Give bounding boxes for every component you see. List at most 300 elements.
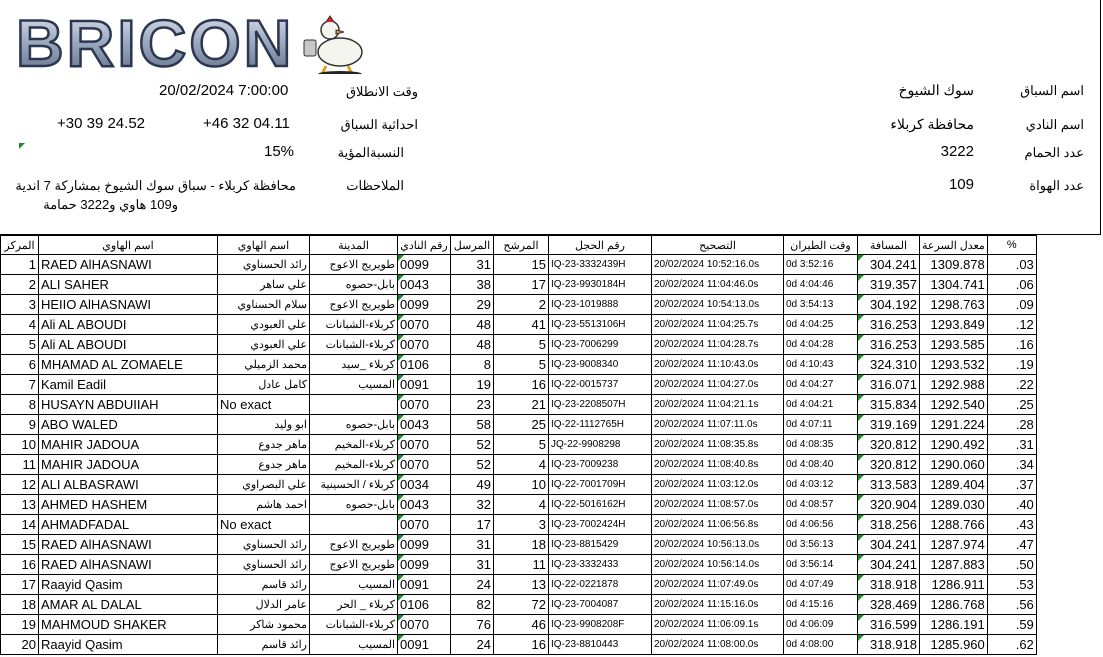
cell-ring: IQ-23-7004087 bbox=[549, 595, 652, 615]
cell-time: 20/02/2024 11:08:00.0s bbox=[652, 635, 784, 655]
cell-rank: 7 bbox=[1, 375, 39, 395]
coord-lon: +46 32 04.11 bbox=[203, 115, 290, 132]
cell-sent: 19 bbox=[451, 375, 494, 395]
cell-rank: 12 bbox=[1, 475, 39, 495]
table-row bbox=[1, 495, 1037, 515]
club-name-label: اسم النادي bbox=[1025, 117, 1084, 132]
cell-name-en: AHMED HASHEM bbox=[39, 495, 218, 515]
cell-ring: IQ-23-1019888 bbox=[549, 295, 652, 315]
cell-rank: 17 bbox=[1, 575, 39, 595]
cell-name-ar: رائد الحسناوي bbox=[218, 535, 310, 555]
race-name-label: اسم السباق bbox=[1020, 83, 1084, 98]
cell-time: 20/02/2024 11:07:11.0s bbox=[652, 415, 784, 435]
cell-time: 20/02/2024 11:04:21.1s bbox=[652, 395, 784, 415]
percent-label: النسبةالمؤية bbox=[337, 145, 404, 160]
cell-city: بابل-حصوه bbox=[310, 495, 398, 515]
cell-ring: IQ-23-7009238 bbox=[549, 455, 652, 475]
coords-label: احداثية السباق bbox=[340, 117, 418, 132]
cell-name-ar: علي ساهر bbox=[218, 275, 310, 295]
cell-speed: 1286.191 bbox=[920, 615, 988, 635]
cell-sent: 52 bbox=[451, 435, 494, 455]
table-row bbox=[1, 435, 1037, 455]
cell-distance: 316.253 bbox=[858, 315, 920, 335]
cell-distance: 318.918 bbox=[858, 635, 920, 655]
column-header: المدينة bbox=[310, 236, 398, 255]
cell-nominated: 11 bbox=[494, 555, 549, 575]
cell-distance: 313.583 bbox=[858, 475, 920, 495]
cell-rank: 9 bbox=[1, 415, 39, 435]
cell-name-ar: رائد قاسم bbox=[218, 575, 310, 595]
cell-pct: .09 bbox=[987, 295, 1036, 315]
cell-distance: 316.253 bbox=[858, 335, 920, 355]
logo-text: BRICON bbox=[16, 10, 295, 74]
cell-pct: .43 bbox=[987, 515, 1036, 535]
cell-name-ar: علي العبودي bbox=[218, 315, 310, 335]
cell-nominated: 3 bbox=[494, 515, 549, 535]
cell-name-en: ABO WALED bbox=[39, 415, 218, 435]
cell-club: 0070 bbox=[398, 315, 451, 335]
cell-ring: IQ-23-9008340 bbox=[549, 355, 652, 375]
cell-nominated: 4 bbox=[494, 455, 549, 475]
cell-sent: 52 bbox=[451, 455, 494, 475]
cell-pct: .37 bbox=[987, 475, 1036, 495]
cell-name-en: Raayid Qasim bbox=[39, 575, 218, 595]
cell-name-en: Ali AL ABOUDI bbox=[39, 315, 218, 335]
cell-speed: 1290.060 bbox=[920, 455, 988, 475]
cell-name-ar: رائد الحسناوي bbox=[218, 255, 310, 275]
cell-time: 20/02/2024 11:04:27.0s bbox=[652, 375, 784, 395]
column-header: المركز bbox=[1, 236, 39, 255]
cell-pct: .34 bbox=[987, 455, 1036, 475]
cell-name-en: MAHMOUD SHAKER bbox=[39, 615, 218, 635]
cell-distance: 320.812 bbox=[858, 435, 920, 455]
cell-time: 20/02/2024 10:56:14.0s bbox=[652, 555, 784, 575]
cell-name-ar: سلام الحسناوي bbox=[218, 295, 310, 315]
pigeon-count-value: 3222 bbox=[940, 143, 974, 160]
cell-distance: 320.904 bbox=[858, 495, 920, 515]
cell-flight: 0d 4:04:21 bbox=[784, 395, 858, 415]
cell-pct: .47 bbox=[987, 535, 1036, 555]
table-body bbox=[1, 255, 1037, 655]
cell-sent: 17 bbox=[451, 515, 494, 535]
cell-city: طويريج الاعوج bbox=[310, 295, 398, 315]
cell-nominated: 41 bbox=[494, 315, 549, 335]
cell-distance: 316.599 bbox=[858, 615, 920, 635]
cell-speed: 1289.404 bbox=[920, 475, 988, 495]
cell-city: المسيب bbox=[310, 375, 398, 395]
cell-distance: 304.241 bbox=[858, 255, 920, 275]
fancier-count-label: عدد الهواة bbox=[1029, 178, 1084, 193]
cell-name-en: ALI SAHER bbox=[39, 275, 218, 295]
cell-name-en: AHMADFADAL bbox=[39, 515, 218, 535]
cell-flight: 0d 4:08:40 bbox=[784, 455, 858, 475]
cell-nominated: 5 bbox=[494, 435, 549, 455]
notes-label: الملاحظات bbox=[346, 178, 404, 193]
cell-time: 20/02/2024 11:08:35.8s bbox=[652, 435, 784, 455]
cell-distance: 304.192 bbox=[858, 295, 920, 315]
cell-speed: 1286.768 bbox=[920, 595, 988, 615]
cell-name-en: MAHIR JADOUA bbox=[39, 435, 218, 455]
cell-name-en: Raayid Qasim bbox=[39, 635, 218, 655]
cell-ring: IQ-23-3332439H bbox=[549, 255, 652, 275]
column-header: رقم الحجل bbox=[549, 236, 652, 255]
cell-name-ar: علي البصراوي bbox=[218, 475, 310, 495]
cell-rank: 13 bbox=[1, 495, 39, 515]
cell-sent: 24 bbox=[451, 635, 494, 655]
cell-nominated: 72 bbox=[494, 595, 549, 615]
cell-club: 0091 bbox=[398, 575, 451, 595]
race-name-value: سوك الشيوخ bbox=[898, 82, 974, 98]
cell-pct: .40 bbox=[987, 495, 1036, 515]
table-row bbox=[1, 595, 1037, 615]
cell-pct: .31 bbox=[987, 435, 1036, 455]
cell-distance: 304.241 bbox=[858, 535, 920, 555]
cell-speed: 1286.911 bbox=[920, 575, 988, 595]
cell-club: 0070 bbox=[398, 455, 451, 475]
cell-city: المسيب bbox=[310, 635, 398, 655]
cell-rank: 19 bbox=[1, 615, 39, 635]
cell-pct: .56 bbox=[987, 595, 1036, 615]
cell-rank: 15 bbox=[1, 535, 39, 555]
table-row bbox=[1, 555, 1037, 575]
cell-nominated: 2 bbox=[494, 295, 549, 315]
cell-club: 0091 bbox=[398, 375, 451, 395]
cell-pct: .28 bbox=[987, 415, 1036, 435]
cell-name-en: ALI ALBASRAWI bbox=[39, 475, 218, 495]
cell-sent: 29 bbox=[451, 295, 494, 315]
table-row bbox=[1, 375, 1037, 395]
column-header: المرسل bbox=[451, 236, 494, 255]
cell-city: كربلاء _ الحر bbox=[310, 595, 398, 615]
column-header: اسم الهاوي bbox=[39, 236, 218, 255]
cell-time: 20/02/2024 11:07:49.0s bbox=[652, 575, 784, 595]
table-header-row bbox=[1, 236, 1037, 255]
start-time-value: 20/02/2024 7:00:00 bbox=[159, 82, 289, 99]
cell-name-ar: احمد هاشم bbox=[218, 495, 310, 515]
cell-nominated: 18 bbox=[494, 535, 549, 555]
cell-sent: 8 bbox=[451, 355, 494, 375]
cell-nominated: 21 bbox=[494, 395, 549, 415]
cell-pct: .59 bbox=[987, 615, 1036, 635]
cell-pct: .12 bbox=[987, 315, 1036, 335]
cell-speed: 1291.224 bbox=[920, 415, 988, 435]
cell-ring: IQ-22-0015737 bbox=[549, 375, 652, 395]
race-header bbox=[0, 0, 1101, 235]
cell-city: كربلاء-المخيم bbox=[310, 455, 398, 475]
cell-speed: 1298.763 bbox=[920, 295, 988, 315]
cell-pct: .25 bbox=[987, 395, 1036, 415]
cell-city: طويريج الاعوج bbox=[310, 555, 398, 575]
cell-name-ar: عامر الدلال bbox=[218, 595, 310, 615]
cell-name-ar: رائد قاسم bbox=[218, 635, 310, 655]
cell-city: بابل-حصوه bbox=[310, 415, 398, 435]
cell-name-en: RAED AlHASNAWI bbox=[39, 255, 218, 275]
table-row bbox=[1, 455, 1037, 475]
cell-name-ar: علي العبودي bbox=[218, 335, 310, 355]
table-row bbox=[1, 635, 1037, 655]
cell-nominated: 5 bbox=[494, 355, 549, 375]
cell-ring: IQ-23-8810443 bbox=[549, 635, 652, 655]
cell-flight: 0d 4:08:35 bbox=[784, 435, 858, 455]
cell-speed: 1287.883 bbox=[920, 555, 988, 575]
cell-pct: .03 bbox=[987, 255, 1036, 275]
cell-name-ar: كامل عادل bbox=[218, 375, 310, 395]
column-header: اسم الهاوي bbox=[218, 236, 310, 255]
cell-flight: 0d 3:54:13 bbox=[784, 295, 858, 315]
cell-rank: 2 bbox=[1, 275, 39, 295]
cell-time: 20/02/2024 11:06:09.1s bbox=[652, 615, 784, 635]
cell-city: كربلاء-المخيم bbox=[310, 435, 398, 455]
cell-nominated: 25 bbox=[494, 415, 549, 435]
table-row bbox=[1, 475, 1037, 495]
cell-flight: 0d 4:04:25 bbox=[784, 315, 858, 335]
cell-speed: 1309.878 bbox=[920, 255, 988, 275]
cell-time: 20/02/2024 11:04:28.7s bbox=[652, 335, 784, 355]
cell-sent: 23 bbox=[451, 395, 494, 415]
cell-sent: 32 bbox=[451, 495, 494, 515]
cell-speed: 1292.540 bbox=[920, 395, 988, 415]
cell-club: 0043 bbox=[398, 415, 451, 435]
cell-ring: IQ-22-7001709H bbox=[549, 475, 652, 495]
pigeon-mascot-icon bbox=[304, 16, 362, 74]
cell-time: 20/02/2024 11:04:25.7s bbox=[652, 315, 784, 335]
cell-pct: .06 bbox=[987, 275, 1036, 295]
cell-pct: .62 bbox=[987, 635, 1036, 655]
table-row bbox=[1, 255, 1037, 275]
cell-club: 0043 bbox=[398, 275, 451, 295]
cell-distance: 319.169 bbox=[858, 415, 920, 435]
cell-speed: 1293.585 bbox=[920, 335, 988, 355]
cell-ring: IQ-23-9930184H bbox=[549, 275, 652, 295]
cell-speed: 1285.960 bbox=[920, 635, 988, 655]
marker-icon bbox=[19, 143, 25, 149]
cell-sent: 38 bbox=[451, 275, 494, 295]
table-row bbox=[1, 575, 1037, 595]
cell-nominated: 5 bbox=[494, 335, 549, 355]
cell-flight: 0d 4:04:28 bbox=[784, 335, 858, 355]
cell-club: 0099 bbox=[398, 255, 451, 275]
cell-time: 20/02/2024 10:56:13.0s bbox=[652, 535, 784, 555]
cell-distance: 318.918 bbox=[858, 575, 920, 595]
cell-ring: IQ-22-1112765H bbox=[549, 415, 652, 435]
table-row bbox=[1, 295, 1037, 315]
cell-city: كربلاء-الشبانات bbox=[310, 615, 398, 635]
cell-nominated: 13 bbox=[494, 575, 549, 595]
cell-nominated: 16 bbox=[494, 375, 549, 395]
cell-name-en: Ali AL ABOUDI bbox=[39, 335, 218, 355]
cell-club: 0070 bbox=[398, 435, 451, 455]
cell-city: المسيب bbox=[310, 575, 398, 595]
table-row bbox=[1, 355, 1037, 375]
cell-distance: 320.812 bbox=[858, 455, 920, 475]
cell-city: كربلاء-الشبانات bbox=[310, 315, 398, 335]
cell-ring: IQ-22-0221878 bbox=[549, 575, 652, 595]
cell-pct: .22 bbox=[987, 375, 1036, 395]
bricon-logo bbox=[14, 10, 374, 74]
cell-rank: 5 bbox=[1, 335, 39, 355]
cell-flight: 0d 4:03:12 bbox=[784, 475, 858, 495]
table-row bbox=[1, 335, 1037, 355]
cell-name-en: Kamil Eadil bbox=[39, 375, 218, 395]
cell-name-en: RAED AlHASNAWI bbox=[39, 555, 218, 575]
cell-time: 20/02/2024 11:06:56.8s bbox=[652, 515, 784, 535]
cell-club: 0070 bbox=[398, 515, 451, 535]
column-header: المسافة bbox=[858, 236, 920, 255]
column-header: وقت الطيران bbox=[784, 236, 858, 255]
cell-name-en: AMAR AL DALAL bbox=[39, 595, 218, 615]
cell-ring: IQ-23-9908208F bbox=[549, 615, 652, 635]
cell-ring: IQ-23-7002424H bbox=[549, 515, 652, 535]
cell-speed: 1304.741 bbox=[920, 275, 988, 295]
cell-rank: 6 bbox=[1, 355, 39, 375]
table-row bbox=[1, 395, 1037, 415]
cell-time: 20/02/2024 11:15:16.0s bbox=[652, 595, 784, 615]
cell-pct: .50 bbox=[987, 555, 1036, 575]
column-header: التصحيح bbox=[652, 236, 784, 255]
cell-flight: 0d 4:06:09 bbox=[784, 615, 858, 635]
column-header: % bbox=[987, 236, 1036, 255]
cell-flight: 0d 4:07:11 bbox=[784, 415, 858, 435]
cell-club: 0099 bbox=[398, 535, 451, 555]
cell-flight: 0d 3:56:13 bbox=[784, 535, 858, 555]
table-row bbox=[1, 535, 1037, 555]
column-header: معدل السرعة bbox=[920, 236, 988, 255]
cell-city: كربلاء-الشبانات bbox=[310, 335, 398, 355]
cell-name-en: HEIIO AlHASNAWI bbox=[39, 295, 218, 315]
cell-city: كربلاء _سيد bbox=[310, 355, 398, 375]
fancier-count-value: 109 bbox=[948, 176, 974, 193]
cell-flight: 0d 4:08:00 bbox=[784, 635, 858, 655]
cell-sent: 31 bbox=[451, 535, 494, 555]
cell-rank: 10 bbox=[1, 435, 39, 455]
cell-name-ar: محمود شاكر bbox=[218, 615, 310, 635]
cell-rank: 8 bbox=[1, 395, 39, 415]
cell-club: 0106 bbox=[398, 355, 451, 375]
cell-nominated: 4 bbox=[494, 495, 549, 515]
cell-sent: 82 bbox=[451, 595, 494, 615]
cell-ring: IQ-23-5513106H bbox=[549, 315, 652, 335]
cell-name-ar: No exact bbox=[218, 515, 310, 535]
cell-sent: 24 bbox=[451, 575, 494, 595]
cell-club: 0099 bbox=[398, 295, 451, 315]
cell-pct: .19 bbox=[987, 355, 1036, 375]
cell-name-ar: رائد الحسناوي bbox=[218, 555, 310, 575]
table-row bbox=[1, 615, 1037, 635]
cell-nominated: 16 bbox=[494, 635, 549, 655]
column-header: رقم النادي bbox=[398, 236, 451, 255]
cell-name-ar: ماهر جدوع bbox=[218, 455, 310, 475]
cell-time: 20/02/2024 11:08:40.8s bbox=[652, 455, 784, 475]
cell-name-en: RAED AlHASNAWI bbox=[39, 535, 218, 555]
cell-rank: 1 bbox=[1, 255, 39, 275]
table-row bbox=[1, 315, 1037, 335]
cell-flight: 0d 3:52:16 bbox=[784, 255, 858, 275]
table-row bbox=[1, 515, 1037, 535]
cell-time: 20/02/2024 11:08:57.0s bbox=[652, 495, 784, 515]
cell-city bbox=[310, 515, 398, 535]
cell-club: 0043 bbox=[398, 495, 451, 515]
column-header: المرشح bbox=[494, 236, 549, 255]
cell-rank: 14 bbox=[1, 515, 39, 535]
cell-rank: 4 bbox=[1, 315, 39, 335]
cell-ring: IQ-23-8815429 bbox=[549, 535, 652, 555]
cell-nominated: 46 bbox=[494, 615, 549, 635]
cell-speed: 1293.532 bbox=[920, 355, 988, 375]
cell-distance: 316.071 bbox=[858, 375, 920, 395]
notes-line1: محافظة كربلاء - سباق سوك الشيوخ بمشاركة 7 اندية bbox=[15, 178, 296, 193]
cell-rank: 3 bbox=[1, 295, 39, 315]
cell-pct: .16 bbox=[987, 335, 1036, 355]
coord-lat: +30 39 24.52 bbox=[57, 115, 146, 132]
cell-nominated: 10 bbox=[494, 475, 549, 495]
cell-sent: 49 bbox=[451, 475, 494, 495]
cell-pct: .53 bbox=[987, 575, 1036, 595]
cell-ring: JQ-22-9908298 bbox=[549, 435, 652, 455]
cell-time: 20/02/2024 11:10:43.0s bbox=[652, 355, 784, 375]
cell-flight: 0d 4:08:57 bbox=[784, 495, 858, 515]
table-row bbox=[1, 275, 1037, 295]
pigeon-count-label: عدد الحمام bbox=[1024, 145, 1084, 160]
cell-city: بابل-حصوه bbox=[310, 275, 398, 295]
cell-nominated: 17 bbox=[494, 275, 549, 295]
results-table bbox=[0, 235, 1037, 655]
cell-time: 20/02/2024 11:04:46.0s bbox=[652, 275, 784, 295]
cell-rank: 16 bbox=[1, 555, 39, 575]
cell-name-ar: ابو وليد bbox=[218, 415, 310, 435]
cell-ring: IQ-23-3332433 bbox=[549, 555, 652, 575]
cell-name-en: MHAMAD AL ZOMAELE bbox=[39, 355, 218, 375]
cell-ring: IQ-23-2208507H bbox=[549, 395, 652, 415]
cell-distance: 318.256 bbox=[858, 515, 920, 535]
cell-club: 0070 bbox=[398, 395, 451, 415]
cell-club: 0099 bbox=[398, 555, 451, 575]
cell-distance: 319.357 bbox=[858, 275, 920, 295]
cell-city bbox=[310, 395, 398, 415]
cell-flight: 0d 4:04:27 bbox=[784, 375, 858, 395]
cell-sent: 58 bbox=[451, 415, 494, 435]
cell-distance: 324.310 bbox=[858, 355, 920, 375]
club-name-value: محافظة كربلاء bbox=[890, 116, 974, 132]
cell-speed: 1289.030 bbox=[920, 495, 988, 515]
cell-club: 0091 bbox=[398, 635, 451, 655]
cell-time: 20/02/2024 10:54:13.0s bbox=[652, 295, 784, 315]
cell-rank: 11 bbox=[1, 455, 39, 475]
cell-distance: 315.834 bbox=[858, 395, 920, 415]
cell-ring: IQ-22-5016162H bbox=[549, 495, 652, 515]
cell-time: 20/02/2024 10:52:16.0s bbox=[652, 255, 784, 275]
cell-club: 0106 bbox=[398, 595, 451, 615]
cell-flight: 0d 3:56:14 bbox=[784, 555, 858, 575]
cell-flight: 0d 4:10:43 bbox=[784, 355, 858, 375]
cell-rank: 20 bbox=[1, 635, 39, 655]
cell-rank: 18 bbox=[1, 595, 39, 615]
cell-club: 0034 bbox=[398, 475, 451, 495]
cell-distance: 304.241 bbox=[858, 555, 920, 575]
cell-speed: 1290.492 bbox=[920, 435, 988, 455]
percent-value: 15% bbox=[264, 143, 295, 160]
cell-city: كربلاء / الحسينية bbox=[310, 475, 398, 495]
cell-nominated: 15 bbox=[494, 255, 549, 275]
cell-speed: 1293.849 bbox=[920, 315, 988, 335]
cell-sent: 76 bbox=[451, 615, 494, 635]
cell-speed: 1292.988 bbox=[920, 375, 988, 395]
cell-name-en: HUSAYN ABDUIIAH bbox=[39, 395, 218, 415]
cell-club: 0070 bbox=[398, 335, 451, 355]
cell-sent: 31 bbox=[451, 555, 494, 575]
cell-name-ar: No exact bbox=[218, 395, 310, 415]
cell-flight: 0d 4:15:16 bbox=[784, 595, 858, 615]
cell-flight: 0d 4:04:46 bbox=[784, 275, 858, 295]
